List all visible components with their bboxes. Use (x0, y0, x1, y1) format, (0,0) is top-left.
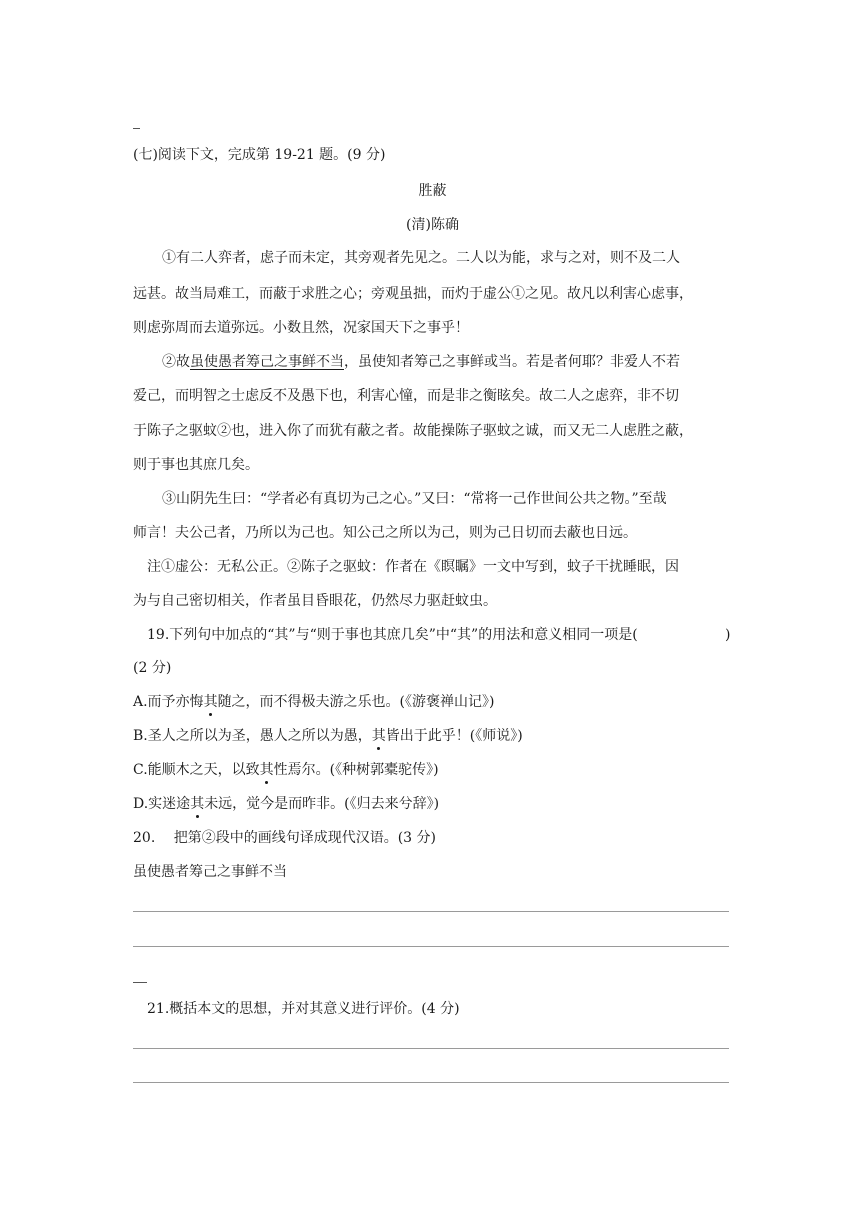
answer-line-q21-1[interactable] (133, 1048, 729, 1049)
q19-stem-close: ) (725, 627, 731, 643)
option-b-dotted-char: 其 (371, 728, 386, 744)
p1-line-2: 远甚。故当局难工，而蔽于求胜之心；旁观虽拙，而灼于虚公①之见。故凡以利害心虑事， (133, 286, 693, 302)
option-d-dotted-char: 其 (190, 796, 205, 812)
option-b-text-post: 皆出于此乎！(《师说》) (385, 728, 523, 744)
q19-option-a (133, 692, 495, 712)
option-d-text-pre: D.实迷途 (133, 796, 191, 812)
article-title: 胜蔽 (418, 183, 447, 199)
p2-line-1-rest: ，虽使知者筹己之事鲜或当。若是者何耶？非爱人不若 (344, 354, 680, 370)
q20-stem: 20. 把第②段中的画线句译成现代汉语。(3 分) (133, 830, 436, 846)
q19-score: (2 分) (133, 660, 172, 676)
underlined-sentence: 虽使愚者筹己之事鲜不当 (190, 354, 344, 370)
option-a-text-post: 随之，而不得极夫游之乐也。(《游褒禅山记》) (217, 694, 495, 710)
p2-line-2: 爱己，而明智之士虑反不及愚下也，利害心憧，而是非之衡眩矣。故二人之虑弈，非不切 (133, 388, 679, 404)
p1-line-3: 则虑弥周而去道弥远。小数且然，况家国天下之事乎！ (133, 320, 469, 336)
option-a-dotted-char: 其 (203, 694, 218, 710)
q19-option-d (133, 794, 439, 814)
q20-sentence: 虽使愚者筹己之事鲜不当 (133, 864, 287, 880)
option-c-dotted-char: 其 (259, 762, 274, 778)
corner-mark (133, 128, 140, 129)
article-author: (清)陈确 (406, 217, 459, 233)
answer-line-q21-2[interactable] (133, 1082, 729, 1083)
q19-option-b (133, 726, 523, 746)
q19-option-c (133, 760, 439, 780)
p2-line-4: 则于事也其庶几矣。 (133, 457, 259, 473)
answer-line-q20-2[interactable] (133, 946, 729, 947)
q19-stem: 19.下列句中加点的“其”与“则于事也其庶几矣”中“其”的用法和意义相同一项是( (147, 627, 638, 643)
option-c-text-post: 性焉尔。(《种树郭橐驼传》) (273, 762, 439, 778)
option-c-text-pre: C.能顺木之天，以致 (133, 762, 260, 778)
p1-line-1: ①有二人弈者，虑子而未定，其旁观者先见之。二人以为能，求与之对，则不及二人 (162, 250, 680, 266)
option-b-text-pre: B.圣人之所以为圣，愚人之所以为愚， (133, 728, 372, 744)
section-header: (七)阅读下文，完成第 19-21 题。(9 分) (133, 147, 386, 163)
option-d-text-post: 未远，觉今是而昨非。(《归去来兮辞》) (204, 796, 440, 812)
p3-line-2: 师言！夫公己者，乃所以为己也。知公己之所以为己，则为己日切而去蔽也日远。 (133, 525, 637, 541)
answer-line-q20-stub (133, 982, 147, 983)
q21-stem: 21.概括本文的思想，并对其意义进行评价。(4 分) (147, 1001, 460, 1017)
p2-prefix: ②故 (162, 354, 190, 370)
p2-line-3: 于陈子之驱蚊②也，进入你了而犹有蔽之者。故能操陈子驱蚊之诚，而又无二人虑胜之蔽， (133, 423, 693, 439)
p3-line-1: ③山阴先生曰：“学者必有真切为己之心。”又曰：“常将一己作世间公共之物。”至哉 (162, 491, 667, 507)
option-a-text-pre: A.而予亦悔 (133, 694, 204, 710)
answer-line-q20-1[interactable] (133, 911, 729, 912)
p2-line-1 (162, 352, 680, 372)
notes-line-2: 为与自己密切相关，作者虽目昏眼花，仍然尽力驱赶蚊虫。 (133, 593, 497, 609)
notes-line-1: 注①虚公：无私公正。②陈子之驱蚊：作者在《瞑瞩》一文中写到，蚊子干扰睡眠，因 (147, 559, 679, 575)
